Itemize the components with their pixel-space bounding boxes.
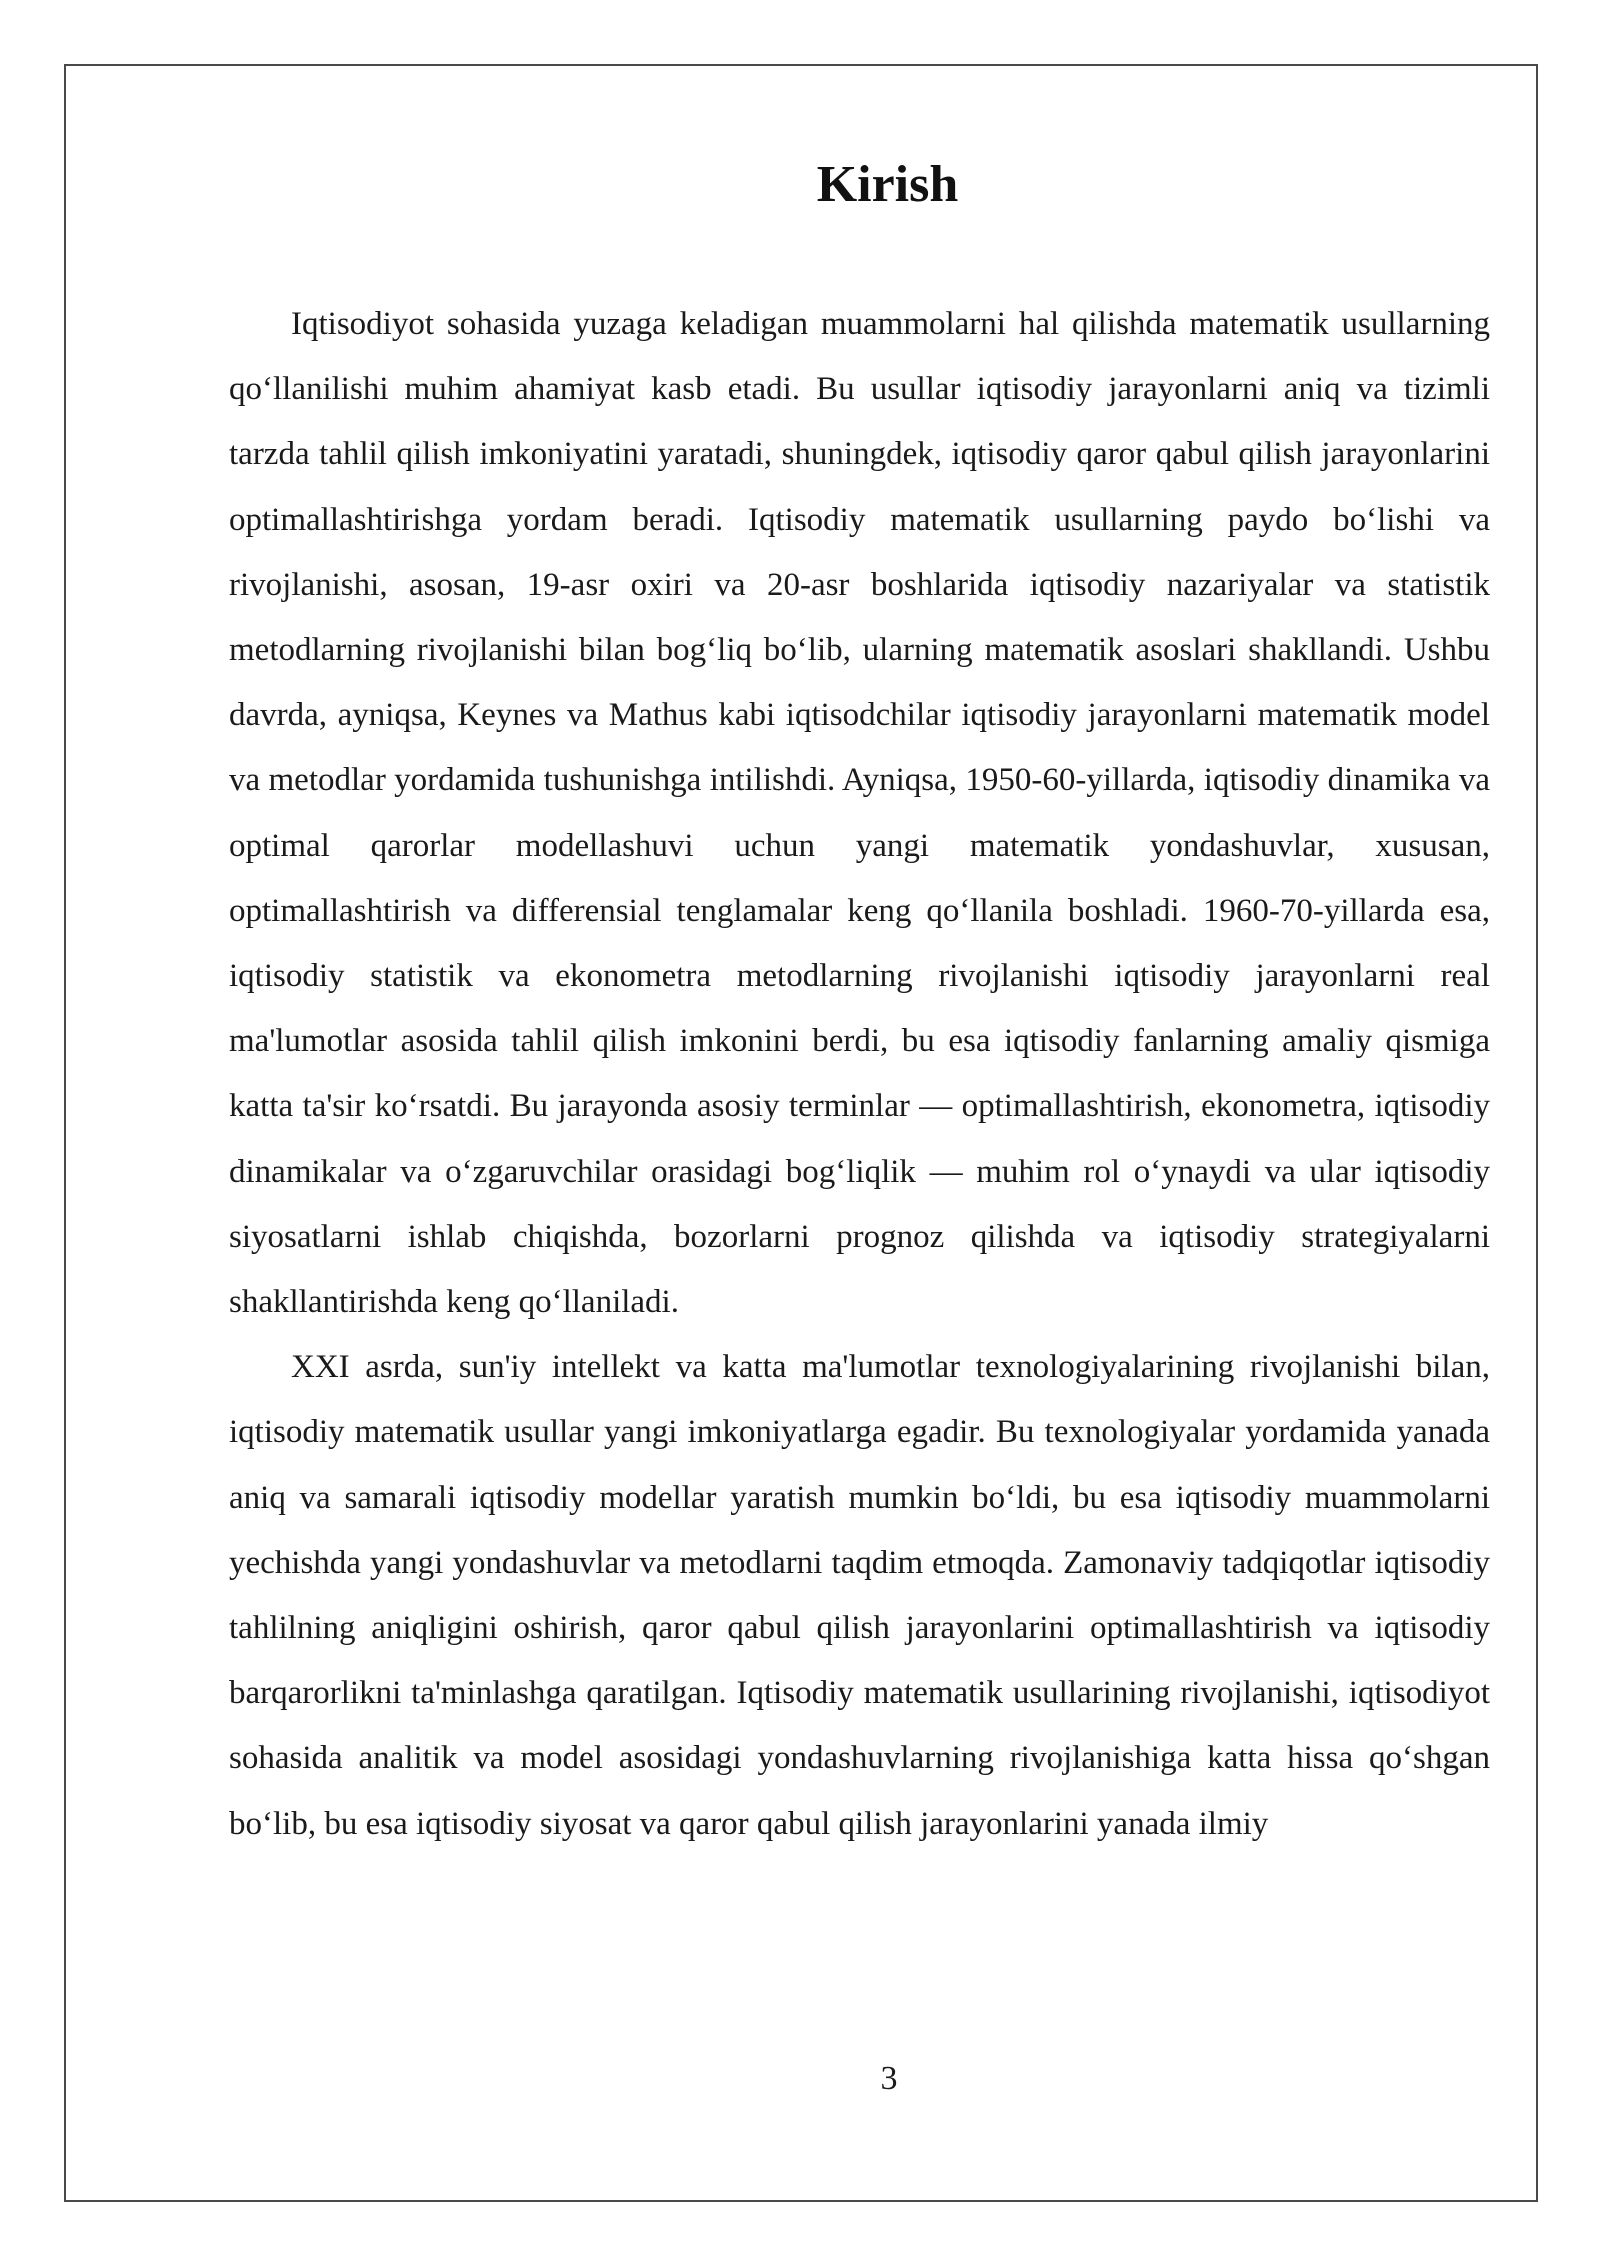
paragraph-1: Iqtisodiyot sohasida yuzaga keladigan muammolarni hal qilishda matematik usullarning qo‘llanilishi muhim ahamiyat kasb etadi. Bu usullar iqtisodiy jarayonlarni aniq va tizimli tarzda tahlil qilish imkoniyatini yaratadi, shuningdek, iqtisodiy qaror qabul qilish jarayonlarini optimallashtirishga yordam beradi. Iqtisodiy matematik usullarning paydo bo‘lishi va rivojlanishi, asosan, 19-asr oxiri va 20-asr boshlarida iqtisodiy nazariyalar va statistik metodlarning rivojlanishi bilan bog‘liq bo‘lib, ularning matematik asoslari shakllandi. Ushbu davrda, ayniqsa, Keynes va Mathus kabi iqtisodchilar iqtisodiy jarayonlarni matematik model va metodlar yordamida tushunishga intilishdi. Ayniqsa, 1950-60-yillarda, iqtisodiy dinamika va optimal qarorlar modellashuvi uchun yangi matematik yondashuvlar, xususan, optimallashtirish va differensial tenglamalar keng qo‘llanila boshladi. 1960-70-yillarda esa, iqtisodiy statistik va ekonometra metodlarning rivojlanishi iqtisodiy jarayonlarni real ma'lumotlar asosida tahlil qilish imkonini berdi, bu esa iqtisodiy fanlarning amaliy qismiga katta ta'sir ko‘rsatdi. Bu jarayonda asosiy terminlar — optimallashtirish, ekonometra, iqtisodiy dinamikalar va o‘zgaruvchilar orasidagi bog‘liqlik — muhim rol o‘ynaydi va ular iqtisodiy siyosatlarni ishlab chiqishda, bozorlarni prognoz qilishda va iqtisodiy strategiyalarni shakllantirishda keng qo‘llaniladi. <box>229 306 1490 1321</box>
page-title: Kirish <box>816 156 959 213</box>
body-text <box>229 292 1490 1857</box>
page-content <box>229 150 1490 1857</box>
page-number: 3 <box>880 2060 898 2097</box>
paragraph-2: XXI asrda, sun'iy intellekt va katta ma'lumotlar texnologiyalarining rivojlanishi bilan, iqtisodiy matematik usullar yangi imkoniyatlarga egadir. Bu texnologiyalar yordamida yanada aniq va samarali iqtisodiy modellar yaratish mumkin bo‘ldi, bu esa iqtisodiy muammolarni yechishda yangi yondashuvlar va metodlarni taqdim etmoqda. Zamonaviy tadqiqotlar iqtisodiy tahlilning aniqligini oshirish, qaror qabul qilish jarayonlarini optimallashtirish va iqtisodiy barqarorlikni ta'minlashga qaratilgan. Iqtisodiy matematik usullarining rivojlanishi, iqtisodiyot sohasida analitik va model asosidagi yondashuvlarning rivojlanishiga katta hissa qo‘shgan bo‘lib, bu esa iqtisodiy siyosat va qaror qabul qilish jarayonlarini yanada ilmiy <box>229 1349 1490 1842</box>
